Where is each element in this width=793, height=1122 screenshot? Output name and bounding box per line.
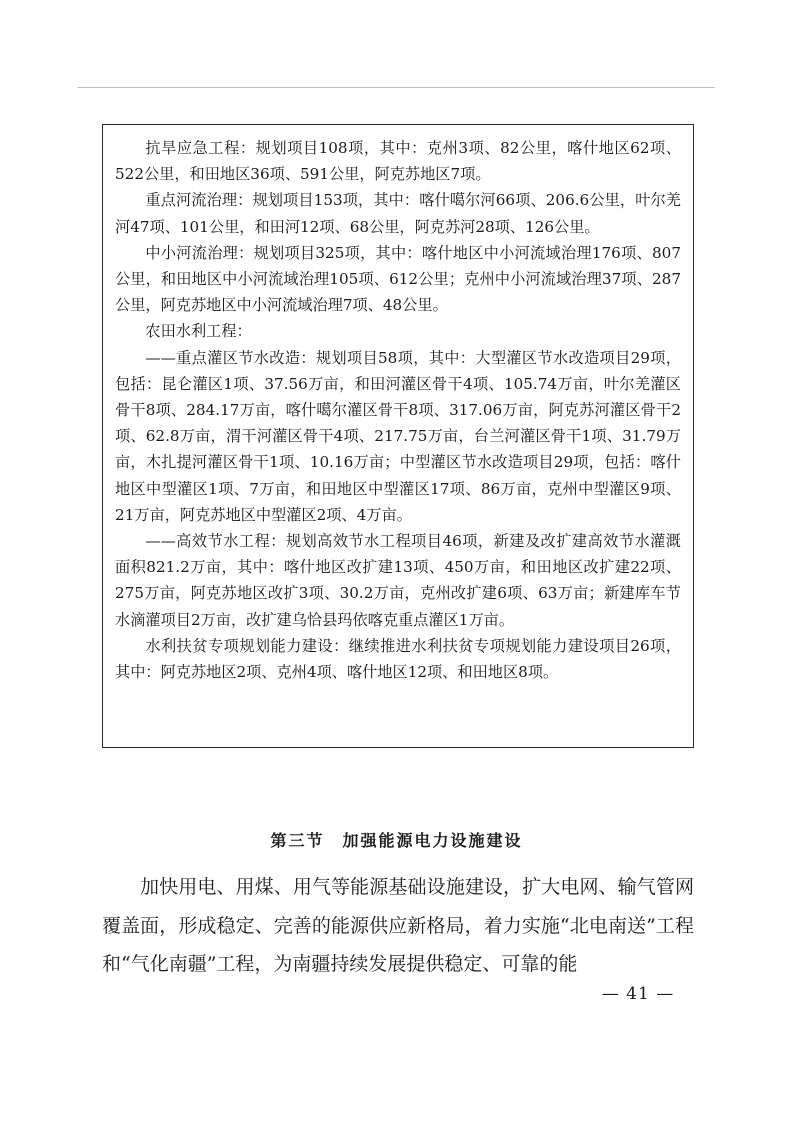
paragraph-drought-emergency: 抗旱应急工程：规划项目108项，其中：克州3项、82公里，喀什地区62项、522公里，和田地区36项、591公里，阿克苏地区7项。: [115, 139, 681, 184]
page-number: — 41 —: [601, 984, 675, 1004]
project-list-box: [102, 124, 694, 748]
section-body-text: 加快用电、用煤、用气等能源基础设施建设，扩大电网、输气管网覆盖面，形成稳定、完善的能源供应新格局，着力实施“北电南送”工程和“气化南疆”工程，为南疆持续发展提供稳定、可靠的能: [102, 876, 694, 975]
paragraph-irrigation-renovation: ——重点灌区节水改造：规划项目58项，其中：大型灌区节水改造项目29项，包括：昆仑灌区1项、37.56万亩，和田河灌区骨干4项、105.74万亩，叶尔羌灌区骨干8项、284.17万亩，喀什噶尔灌区骨干8项、317.06万亩，阿克苏河灌区骨干2项、62.8万亩，渭干河灌区骨干4项、217.75万亩，台兰河灌区骨干1项、31.79万亩，木扎提河灌区骨干1项、10.16万亩；中型灌区节水改造项目29项，包括：喀什地区中型灌区1项、7万亩，和田地区中型灌区17项、86万亩，克州中型灌区9项、21万亩，阿克苏地区中型灌区2项、4万亩。: [115, 348, 681, 524]
paragraph-small-river-governance: 中小河流治理：规划项目325项，其中：喀什地区中小河流域治理176项、807公里，和田地区中小河流域治理105项、612公里；克州中小河流域治理37项、287公里，阿克苏地区中小河流域治理7项、48公里。: [115, 243, 681, 315]
paragraph-poverty-capacity: 水利扶贫专项规划能力建设：继续推进水利扶贫专项规划能力建设项目26项，其中：阿克苏地区2项、克州4项、喀什地区12项、和田地区8项。: [115, 636, 681, 682]
paragraph-farmland-water: 农田水利工程：: [145, 322, 252, 341]
header-rule: [78, 87, 715, 88]
paragraph-efficient-water-saving: ——高效节水工程：规划高效节水工程项目46项，新建及改扩建高效节水灌溉面积821.2万亩，其中：喀什地区改扩建13项、450万亩，和田地区改扩建22项、275万亩，阿克苏地区改扩3项、30.2万亩，克州改扩建6项、63万亩；新建库车节水滴灌项目2万亩，改扩建乌恰县玛依喀克重点灌区1万亩。: [115, 532, 681, 629]
section-heading: 第三节 加强能源电力设施建设: [270, 831, 523, 850]
paragraph-key-river-governance: 重点河流治理：规划项目153项，其中：喀什噶尔河66项、206.6公里，叶尔羌河47项、101公里，和田河12项、68公里，阿克苏河28项、126公里。: [115, 191, 681, 236]
